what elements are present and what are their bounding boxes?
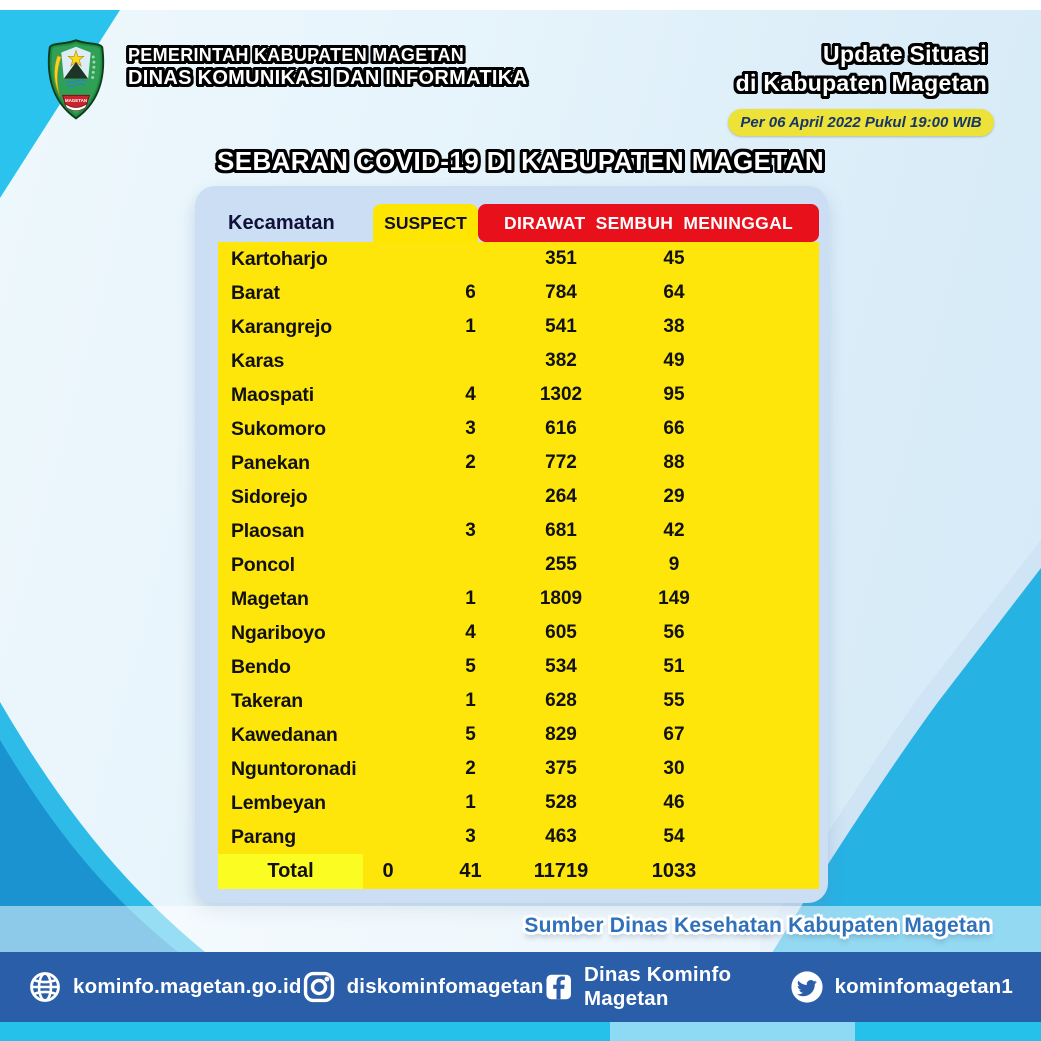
table-row [218,616,819,650]
cell-meninggal: 66 [663,418,685,439]
bottom-strip-light-segment [610,1022,855,1041]
covid-table-card [195,186,828,903]
table-row [218,276,819,310]
table-body [218,242,819,889]
cell-sembuh: 255 [545,554,577,575]
cell-sembuh: 375 [545,758,577,779]
footer-item-instagram[interactable] [302,970,544,1004]
column-header-red-band [478,204,819,242]
facebook-icon [544,970,573,1004]
cell-kecamatan: Plaosan [231,519,305,542]
top-white-strip [0,0,1041,10]
org-line2: DINAS KOMUNIKASI DAN INFORMATIKA [128,67,528,89]
cell-meninggal: 149 [658,588,690,609]
cell-sembuh: 829 [545,724,577,745]
organization-name [128,44,527,90]
cell-dirawat: 6 [465,282,476,303]
cell-dirawat: 5 [465,656,476,677]
table-row [218,446,819,480]
cell-dirawat: 3 [465,826,476,847]
cell-kecamatan: Parang [231,825,296,848]
cell-dirawat: 5 [465,724,476,745]
cell-dirawat: 4 [465,384,476,405]
cell-meninggal: 51 [663,656,685,677]
table-row [218,378,819,412]
cell-sembuh: 628 [545,690,577,711]
cell-meninggal: 30 [663,758,685,779]
total-suspect: 0 [382,860,394,882]
cell-dirawat: 1 [465,316,476,337]
cell-meninggal: 9 [668,554,680,575]
cell-sembuh: 351 [545,248,577,269]
table-row [218,650,819,684]
cell-meninggal: 54 [663,826,685,847]
cell-meninggal: 67 [663,724,685,745]
update-line1: Update Situasi [823,41,987,67]
cell-sembuh: 1809 [539,588,583,609]
table-row [218,548,819,582]
org-line1: PEMERINTAH KABUPATEN MAGETAN [128,45,465,65]
cell-sembuh: 528 [545,792,577,813]
date-badge: Per 06 April 2022 Pukul 19:00 WIB [728,109,994,136]
total-meninggal: 1033 [651,860,697,882]
facebook-page-name: Dinas Kominfo Magetan [584,963,732,1010]
table-row [218,684,819,718]
update-situasi-heading [736,40,987,98]
table-row [218,718,819,752]
cell-meninggal: 42 [663,520,685,541]
cell-kecamatan: Barat [231,281,280,304]
cell-sembuh: 534 [545,656,577,677]
cell-sembuh: 772 [545,452,577,473]
footer-bar [0,952,1041,1022]
instagram-handle: diskominfomagetan [346,975,544,998]
cell-dirawat: 2 [465,758,476,779]
cell-kecamatan: Karas [231,349,285,372]
cell-kecamatan: Karangrejo [231,315,332,338]
cell-kecamatan: Maospati [231,383,314,406]
cell-kecamatan: Bendo [231,655,291,678]
cell-kecamatan: Ngariboyo [231,621,326,644]
column-header-kecamatan: Kecamatan [228,211,335,234]
table-total-row [218,854,819,889]
cell-sembuh: 784 [545,282,577,303]
website-url: kominfo.magetan.go.id [73,975,302,998]
cell-meninggal: 49 [663,350,685,371]
cell-meninggal: 88 [663,452,685,473]
cell-kecamatan: Sukomoro [231,417,326,440]
logo-banner-text: MAGETAN [64,97,88,103]
cell-kecamatan: Takeran [231,689,303,712]
cell-kecamatan: Sidorejo [231,485,308,508]
table-row [218,480,819,514]
footer-item-facebook[interactable] [544,963,790,1011]
cell-kecamatan: Poncol [231,553,295,576]
total-dirawat: 41 [459,860,482,882]
cell-sembuh: 616 [545,418,577,439]
cell-meninggal: 64 [663,282,685,303]
cell-sembuh: 463 [545,826,577,847]
cell-kecamatan: Kartoharjo [231,247,328,270]
total-label: Total [218,854,363,889]
cell-dirawat: 3 [465,520,476,541]
column-header-sembuh: SEMBUH [595,212,674,233]
cell-meninggal: 29 [663,486,685,507]
cell-meninggal: 56 [663,622,685,643]
column-header-dirawat: DIRAWAT [504,212,586,233]
cell-meninggal: 46 [663,792,685,813]
table-row [218,344,819,378]
cell-meninggal: 45 [663,248,685,269]
cell-dirawat: 1 [465,792,476,813]
cell-kecamatan: Panekan [231,451,310,474]
twitter-icon [790,970,824,1004]
footer-item-website[interactable] [28,970,302,1004]
cell-meninggal: 38 [663,316,685,337]
cell-sembuh: 382 [545,350,577,371]
cell-kecamatan: Lembeyan [231,791,326,814]
table-row [218,310,819,344]
table-row [218,582,819,616]
cell-sembuh: 264 [545,486,577,507]
cell-sembuh: 1302 [539,384,583,405]
cell-dirawat: 4 [465,622,476,643]
table-header-row [218,204,819,242]
data-source-text: Sumber Dinas Kesehatan Kabupaten Magetan [524,914,991,937]
cell-sembuh: 605 [545,622,577,643]
update-line2: di Kabupaten Magetan [735,70,987,96]
cell-sembuh: 681 [545,520,577,541]
instagram-icon [302,970,336,1004]
column-header-meninggal: MENINGGAL [683,212,793,233]
total-sembuh: 11719 [533,860,589,882]
twitter-handle: kominfomagetan1 [834,975,1013,998]
page-title: SEBARAN COVID-19 DI KABUPATEN MAGETAN [216,146,825,176]
table-row [218,412,819,446]
table-row [218,752,819,786]
cell-kecamatan: Magetan [231,587,309,610]
cell-meninggal: 55 [663,690,685,711]
table-row [218,242,819,276]
footer-item-twitter[interactable] [790,970,1013,1004]
cell-kecamatan: Kawedanan [231,723,338,746]
globe-icon [28,970,62,1004]
table-row [218,514,819,548]
table-row [218,820,819,854]
cell-meninggal: 95 [663,384,685,405]
cell-kecamatan: Nguntoronadi [231,757,357,780]
cell-dirawat: 3 [465,418,476,439]
bottom-cyan-strip [0,1022,1041,1041]
magetan-regency-seal-logo [44,36,108,124]
cell-sembuh: 541 [545,316,577,337]
column-header-suspect: SUSPECT [373,204,478,242]
cell-dirawat: 2 [465,452,476,473]
table-row [218,786,819,820]
cell-dirawat: 1 [465,588,476,609]
cell-dirawat: 1 [465,690,476,711]
